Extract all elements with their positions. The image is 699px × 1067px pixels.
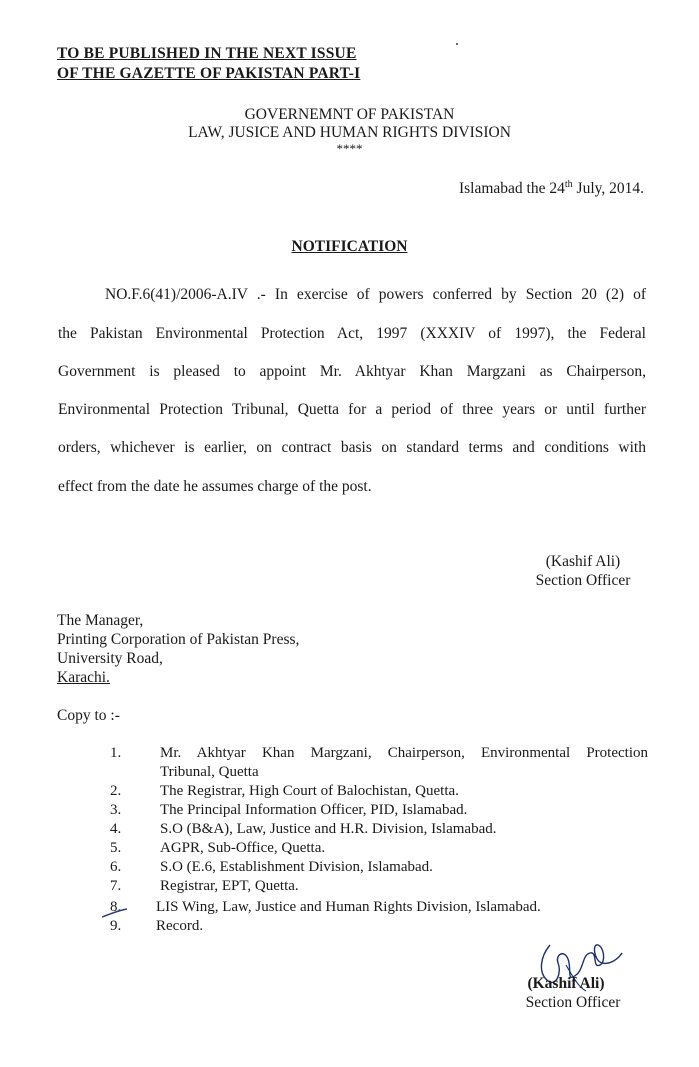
addressee-line3: University Road, — [57, 650, 163, 667]
copy-item-number: 3. — [110, 802, 122, 818]
body-line-3: Government is pleased to appoint Mr. Akhtyar Khan Margzani as Chairperson, — [58, 363, 646, 380]
body-line-5: orders, whichever is earlier, on contract basis on standard terms and conditions with — [58, 439, 646, 456]
copy-item-number: 9. — [110, 918, 122, 934]
gazette-notice-line2: OF THE GAZETTE OF PAKISTAN PART-I — [57, 65, 361, 82]
signatory-name: (Kashif Ali) — [527, 975, 605, 992]
speck — [456, 43, 458, 45]
notification-title: NOTIFICATION — [291, 238, 408, 255]
body-line-2: the Pakistan Environmental Protection Act, 1997 (XXXIV of 1997), the Federal — [58, 325, 646, 342]
copy-item-number: 8. — [110, 899, 122, 915]
body-line-6: effect from the date he assumes charge of the post. — [58, 478, 372, 495]
copy-item-text: LIS Wing, Law, Justice and Human Rights Division, Islamabad. — [156, 899, 541, 915]
copy-item-text: The Registrar, High Court of Balochistan, Quetta. — [160, 783, 459, 799]
signatory-title: Section Officer — [535, 572, 631, 589]
copy-item-continuation: Tribunal, Quetta — [160, 764, 259, 780]
addressee-line1: The Manager, — [57, 612, 144, 629]
body-line-1: NO.F.6(41)/2006-A.IV .- In exercise of powers conferred by Section 20 (2) of — [105, 286, 646, 303]
copy-item-number: 1. — [110, 745, 122, 761]
addressee-line4: Karachi. — [57, 669, 110, 686]
copy-item-number: 5. — [110, 840, 122, 856]
copy-item-number: 7. — [110, 878, 122, 894]
copy-item-text: S.O (E.6, Establishment Division, Islamabad. — [160, 859, 433, 875]
addressee-line2: Printing Corporation of Pakistan Press, — [57, 631, 300, 648]
copy-item-text: Record. — [156, 918, 204, 934]
copy-item-text: The Principal Information Officer, PID, Islamabad. — [160, 802, 468, 818]
copy-item-text: S.O (B&A), Law, Justice and H.R. Division, Islamabad. — [160, 821, 497, 837]
copy-item-text: Mr. Akhtyar Khan Margzani, Chairperson, Environmental Protection — [160, 745, 648, 761]
copy-item-number: 4. — [110, 821, 122, 837]
gazette-notice-line1: TO BE PUBLISHED IN THE NEXT ISSUE — [57, 45, 357, 62]
signatory-name: (Kashif Ali) — [545, 553, 621, 570]
copy-item-number: 2. — [110, 783, 122, 799]
body-line-4: Environmental Protection Tribunal, Quetta for a period of three years or until further — [58, 401, 646, 418]
government-heading: GOVERNEMNT OF PAKISTAN — [244, 106, 455, 123]
heading-stars: **** — [336, 141, 363, 156]
copy-item-text: Registrar, EPT, Quetta. — [160, 878, 299, 894]
copy-item-number: 6. — [110, 859, 122, 875]
copy-item-text: AGPR, Sub-Office, Quetta. — [160, 840, 326, 856]
division-heading: LAW, JUSICE AND HUMAN RIGHTS DIVISION — [188, 124, 511, 141]
copy-to-label: Copy to :- — [57, 707, 120, 724]
date-line: Islamabad the 24th July, 2014. — [458, 179, 644, 198]
signatory-title: Section Officer — [525, 994, 621, 1011]
